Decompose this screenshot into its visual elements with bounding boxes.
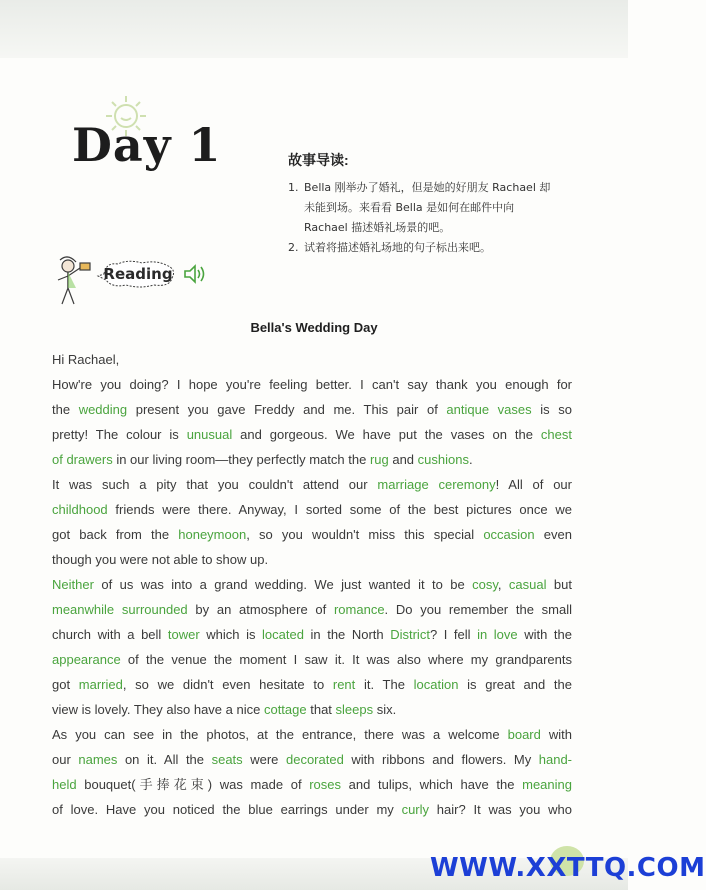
vocab-word: meanwhile: [52, 602, 115, 617]
guide-item-line: Rachael 描述婚礼场景的吧。: [304, 221, 451, 234]
vocab-word: cosy: [472, 577, 498, 592]
vocab-word: board: [507, 727, 541, 742]
vocab-word: romance: [333, 602, 385, 617]
letter-line: As you can see in the photos, at the entrance, there was a welcome board with: [52, 727, 573, 742]
vocab-word: held: [52, 777, 77, 792]
vocab-word: marriage ceremony: [377, 477, 496, 492]
vocab-word: antique vases: [446, 402, 532, 417]
vocab-word: curly: [401, 802, 430, 817]
vocab-word: location: [413, 677, 459, 692]
vocab-word: Neither: [52, 577, 94, 592]
letter-line: held bouquet(手捧花束) was made of roses and tulips, which have the meaning: [52, 777, 572, 792]
guide-item-line: Bella 刚举办了婚礼，但是她的好朋友 Rachael 却: [304, 181, 551, 194]
letter-line: pretty! The colour is unusual and gorgeous. We have put the vases on the chest: [52, 427, 572, 442]
letter-line: meanwhile surrounded by an atmosphere of romance. Do you remember the small: [52, 602, 572, 617]
vocab-word: married: [78, 677, 123, 692]
letter-greeting: Hi Rachael,: [52, 352, 120, 367]
vocab-word: sleeps: [335, 702, 374, 717]
vocab-word: District: [390, 627, 430, 642]
top-decor-band: [0, 0, 628, 58]
vocab-word: wedding: [78, 402, 128, 417]
vocab-word: surrounded: [121, 602, 188, 617]
vocab-word: casual: [508, 577, 547, 592]
vocab-word: names: [78, 752, 118, 767]
vocab-word: in love: [477, 627, 518, 642]
vocab-word: occasion: [483, 527, 535, 542]
guide-heading: 故事导读:: [288, 152, 349, 168]
letter-body: [52, 347, 572, 822]
letter-line: It was such a pity that you couldn't attend our marriage ceremony! All of our: [52, 477, 572, 492]
letter-line: got back from the honeymoon, so you wouldn't miss this special occasion even: [52, 527, 572, 542]
vocab-word: chest: [540, 427, 572, 442]
day-title: Day 1: [72, 118, 222, 172]
letter-line: view is lovely. They also have a nice cottage that sleeps six.: [52, 702, 397, 717]
letter-line: the wedding present you gave Freddy and me. This pair of antique vases is so: [52, 402, 572, 417]
vocab-word: honeymoon: [178, 527, 247, 542]
story-guide: [288, 150, 588, 258]
vocab-word: cottage: [263, 702, 307, 717]
vocab-word: located: [262, 627, 304, 642]
letter-line: church with a bell tower which is located in the North District? I fell in love with the: [52, 627, 572, 642]
guide-item-line: 试着将描述婚礼场地的句子标出来吧。: [304, 241, 491, 254]
vocab-word: hand-: [538, 752, 573, 767]
guide-item-line: 未能到场。来看看 Bella 是如何在邮件中向: [304, 201, 515, 214]
letter-line: our names on it. All the seats were decorated with ribbons and flowers. My hand-: [52, 752, 573, 767]
vocab-word: of drawers: [52, 452, 113, 467]
letter-line: How're you doing? I hope you're feeling better. I can't say thank you enough for: [52, 377, 572, 392]
vocab-word: tower: [167, 627, 200, 642]
letter-line: appearance of the venue the moment I saw it. It was also where my grandparents: [52, 652, 572, 667]
vocab-word: rent: [332, 677, 356, 692]
letter-line: though you were not able to show up.: [52, 552, 269, 567]
guide-item: [288, 238, 588, 258]
vocab-word: appearance: [52, 652, 121, 667]
watermark: WWW.XXTTQ.COM: [430, 853, 706, 883]
guide-item-number: 2.: [288, 241, 299, 254]
vocab-word: roses: [309, 777, 342, 792]
vocab-word: meaning: [522, 777, 572, 792]
letter-line: of love. Have you noticed the blue earrings under my curly hair? It was you who: [52, 802, 572, 817]
guide-item: [288, 178, 588, 238]
reading-label-text: Reading: [103, 265, 173, 283]
reading-label: [98, 260, 178, 288]
vocab-word: cushions: [417, 452, 469, 467]
vocab-word: seats: [211, 752, 243, 767]
guide-item-number: 1.: [288, 181, 299, 194]
speaker-icon[interactable]: [183, 263, 209, 285]
vocab-word: rug: [369, 452, 389, 467]
letter-line: childhood friends were there. Anyway, I sorted some of the best pictures once we: [52, 502, 572, 517]
vocab-word: childhood: [52, 502, 108, 517]
letter-line: Neither of us was into a grand wedding. We just wanted it to be cosy, casual but: [52, 577, 572, 592]
letter-line: of drawers in our living room—they perfectly match the rug and cushions.: [52, 452, 473, 467]
vocab-word: decorated: [285, 752, 344, 767]
letter-line: got married, so we didn't even hesitate to rent it. The location is great and the: [52, 677, 572, 692]
vocab-word: unusual: [186, 427, 233, 442]
story-title: Bella's Wedding Day: [250, 320, 378, 335]
